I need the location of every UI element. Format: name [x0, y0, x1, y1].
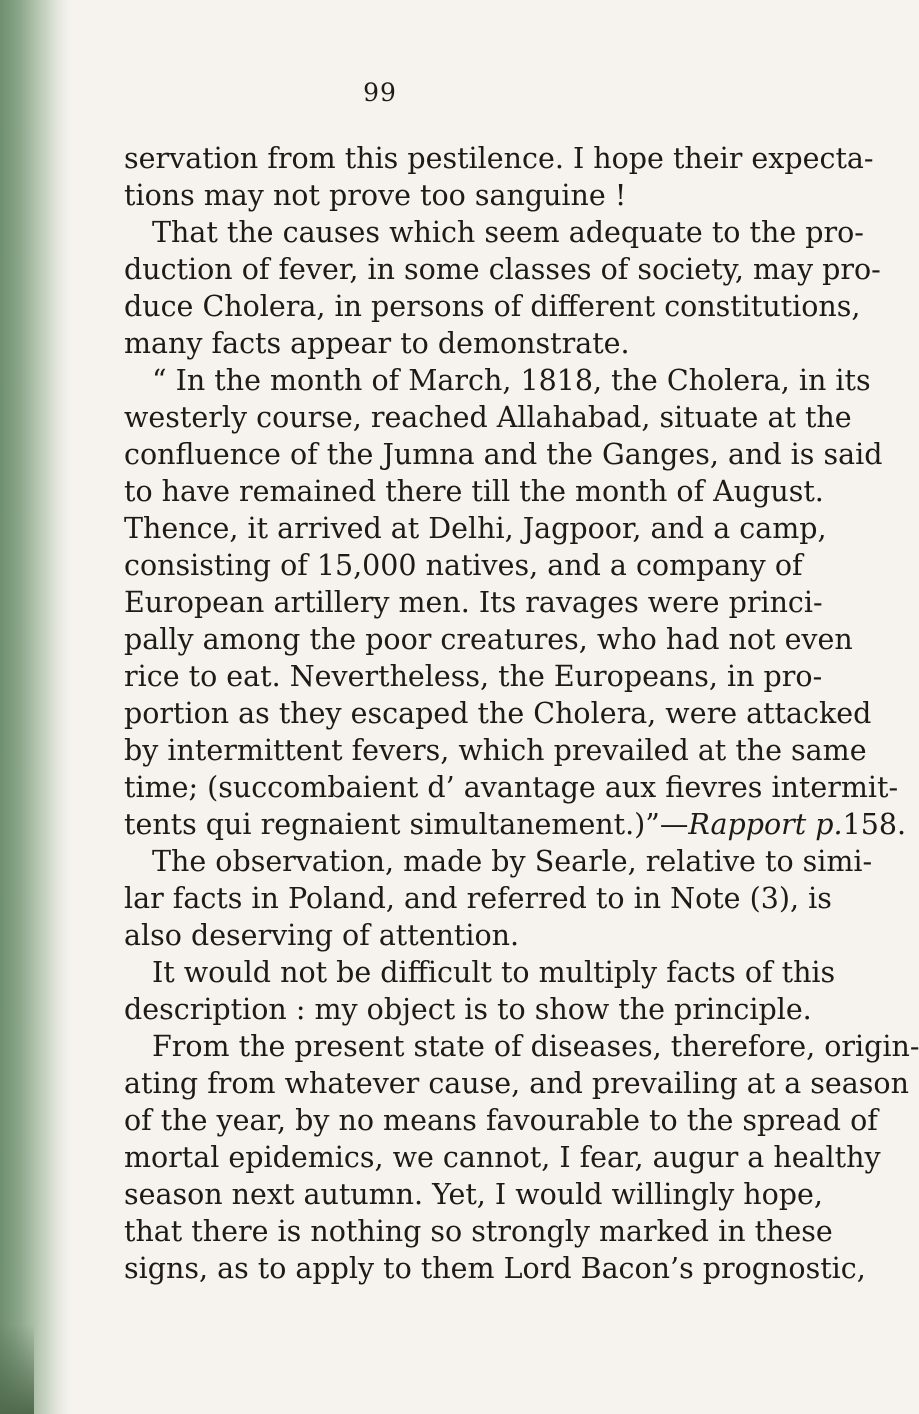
citation-page: 158.	[842, 808, 907, 841]
text-line-2: tions may not prove too sanguine !	[124, 179, 627, 212]
text-line-1: servation from this pestilence. I hope their expecta-	[124, 142, 874, 175]
text-line-7: “ In the month of March, 1818, the Cholera, in its	[152, 364, 871, 397]
text-line-8: westerly course, reached Allahabad, situate at the	[124, 401, 852, 434]
page-number: 99	[363, 78, 397, 107]
text-line-20: The observation, made by Searle, relative to simi-	[152, 845, 873, 878]
text-line-6: many facts appear to demonstrate.	[124, 327, 630, 360]
text-line-16: portion as they escaped the Cholera, were attacked	[124, 697, 872, 730]
text-line-22: also deserving of attention.	[124, 919, 520, 952]
text-line-15: rice to eat. Nevertheless, the Europeans, in pro-	[124, 660, 823, 693]
text-line-11: Thence, it arrived at Delhi, Jagpoor, and a camp,	[124, 512, 827, 545]
text-line-12: consisting of 15,000 natives, and a company of	[124, 549, 803, 582]
text-line-29: season next autumn. Yet, I would willingly hope,	[124, 1178, 823, 1211]
text-line-19	[124, 806, 907, 843]
text-line-5: duce Cholera, in persons of different constitutions,	[124, 290, 861, 323]
text-line-3: That the causes which seem adequate to the pro-	[152, 216, 864, 249]
text-line-13: European artillery men. Its ravages were princi-	[124, 586, 823, 619]
text-line-17: by intermittent fevers, which prevailed at the same	[124, 734, 867, 767]
text-line-28: mortal epidemics, we cannot, I fear, augur a healthy	[124, 1141, 881, 1174]
citation-rapport: Rapport p.	[688, 808, 843, 841]
quoted-text-end: tents qui regnaient simultanement.)”—	[124, 808, 689, 841]
text-line-23: It would not be difficult to multiply facts of this	[152, 956, 836, 989]
text-line-30: that there is nothing so strongly marked in these	[124, 1215, 833, 1248]
text-line-25: From the present state of diseases, therefore, origin-	[152, 1030, 919, 1063]
text-line-21: lar facts in Poland, and referred to in Note (3), is	[124, 882, 832, 915]
text-line-4: duction of fever, in some classes of society, may pro-	[124, 253, 881, 286]
text-line-9: confluence of the Jumna and the Ganges, and is said	[124, 438, 883, 471]
text-line-31: signs, as to apply to them Lord Bacon’s prognostic,	[124, 1252, 866, 1285]
text-line-14: pally among the poor creatures, who had not even	[124, 623, 853, 656]
text-line-10: to have remained there till the month of August.	[124, 475, 824, 508]
text-line-18: time; (succombaient d’ avantage aux fievres intermit-	[124, 771, 899, 804]
text-line-27: of the year, by no means favourable to the spread of	[124, 1104, 878, 1137]
text-line-26: ating from whatever cause, and prevailing at a season	[124, 1067, 909, 1100]
text-line-24: description : my object is to show the principle.	[124, 993, 812, 1026]
